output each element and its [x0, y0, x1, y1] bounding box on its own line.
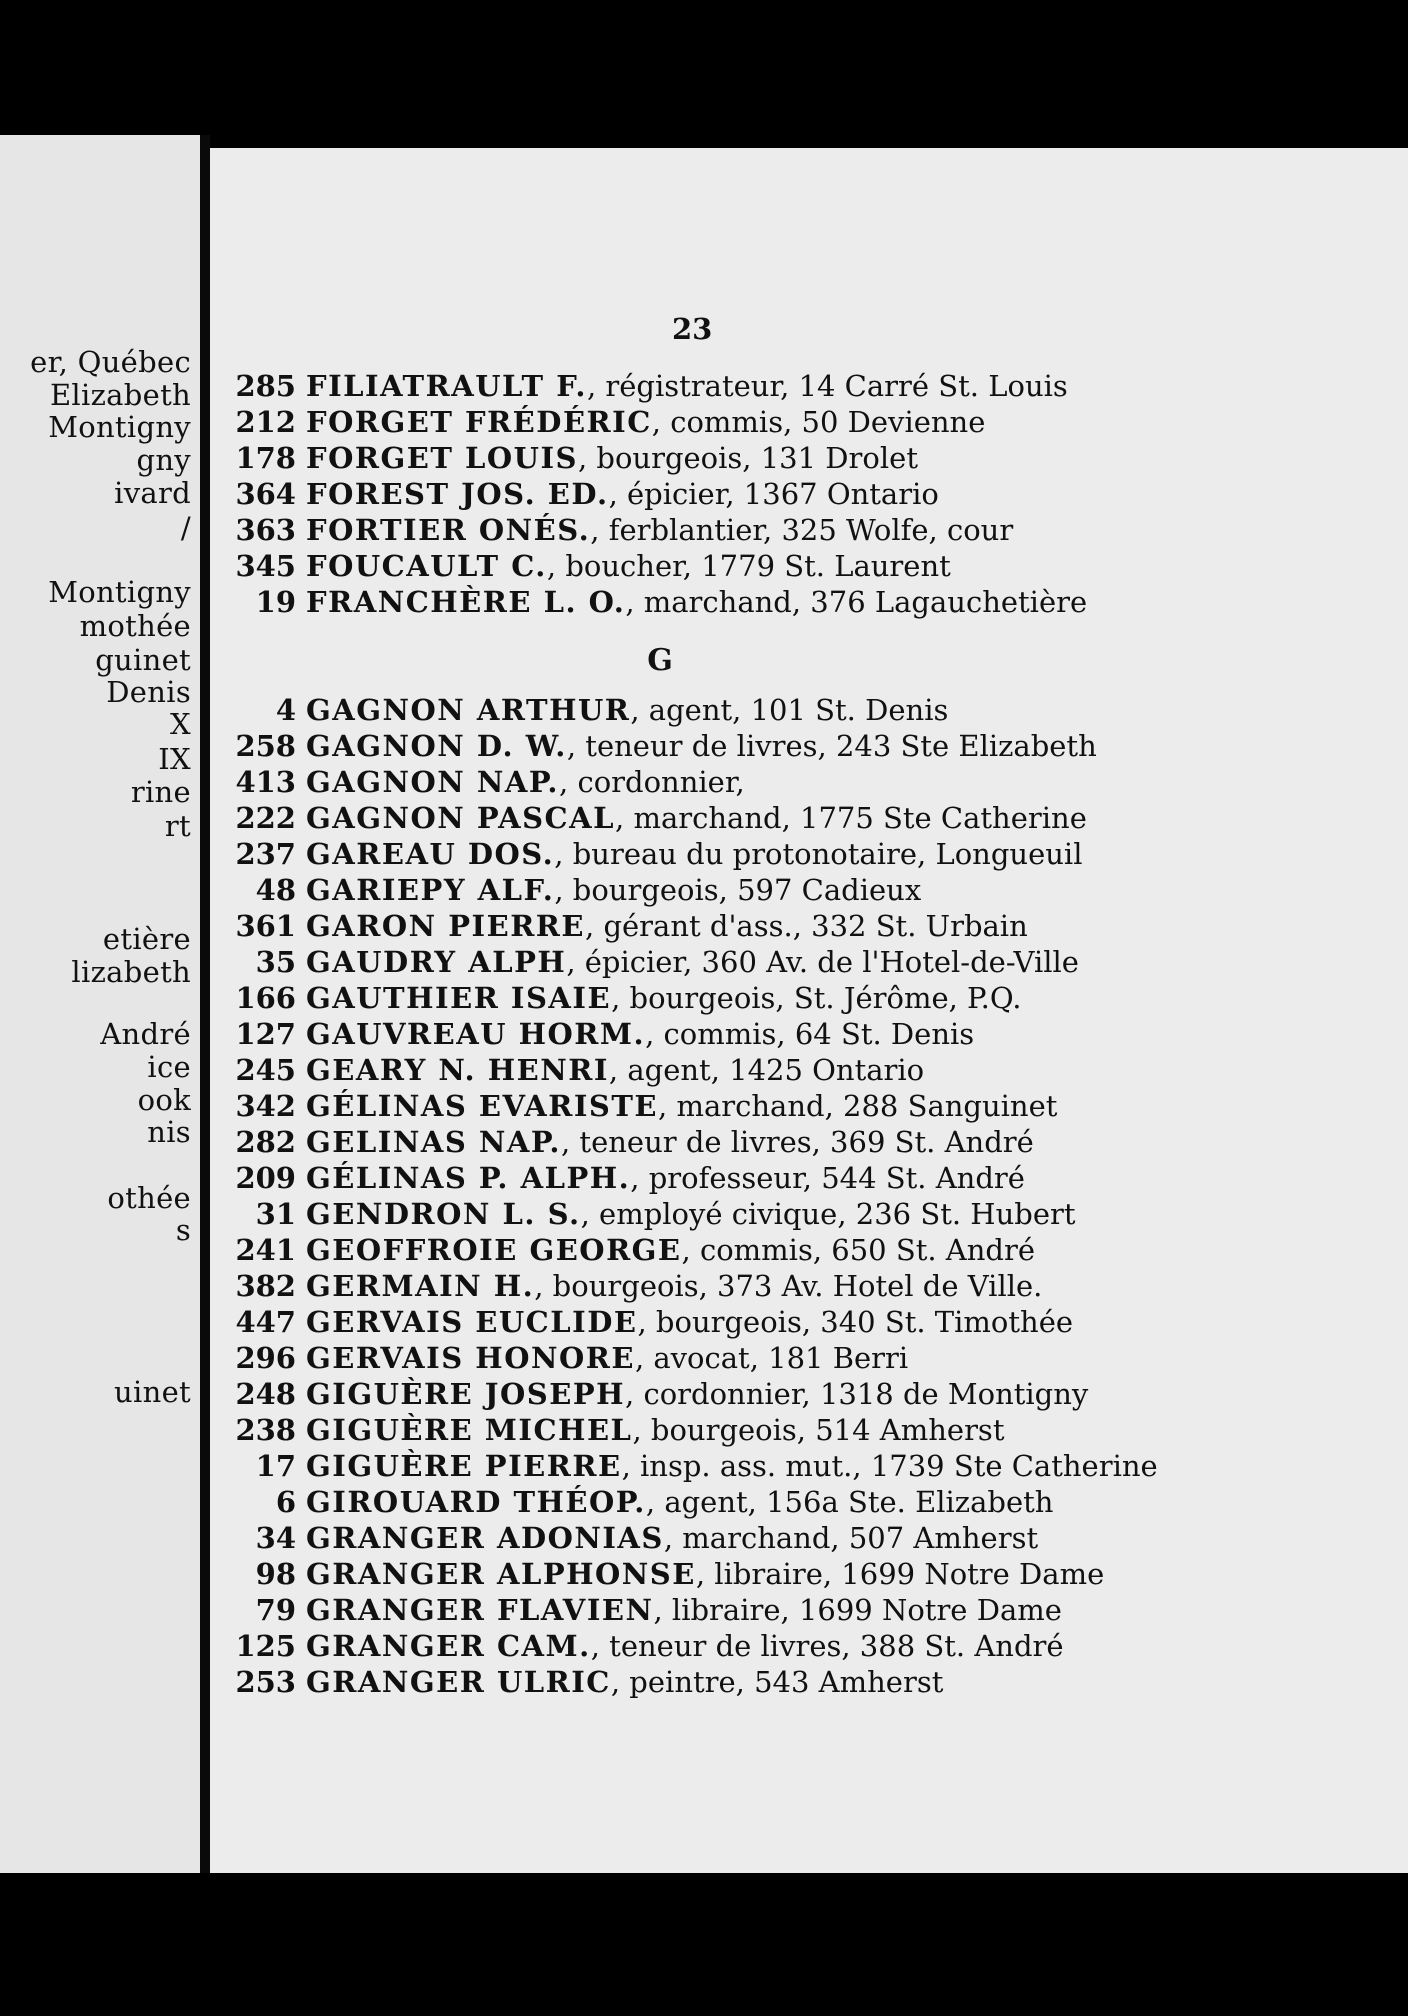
entry-name: GAUDRY ALPH	[306, 945, 567, 979]
entry-number: 241	[235, 1233, 296, 1267]
directory-entry	[210, 1484, 1408, 1520]
entry-text	[306, 1268, 1042, 1304]
left-page-fragment-line: etière	[102, 922, 191, 956]
entry-details: , professeur, 544 St. André	[630, 1161, 1025, 1195]
entry-name: GAUTHIER ISAIE	[306, 981, 612, 1015]
entry-details: , bourgeois, 373 Av. Hotel de Ville.	[534, 1269, 1043, 1303]
directory-entry	[210, 476, 1408, 512]
entry-name: GAGNON PASCAL	[306, 801, 616, 835]
entry-number: 209	[235, 1161, 296, 1195]
entry-name: GAUVREAU HORM.	[306, 1017, 646, 1051]
entry-details: , commis, 650 St. André	[681, 1233, 1036, 1267]
left-page-fragment-line: rt	[164, 809, 191, 843]
entry-text	[306, 368, 1068, 404]
left-page-fragment-line: X	[170, 707, 191, 741]
left-page-fragment-line: /	[180, 511, 191, 545]
entry-number: 6	[275, 1485, 296, 1519]
section-heading	[210, 620, 1408, 692]
directory-entry	[210, 1628, 1408, 1664]
directory-entry	[210, 1268, 1408, 1304]
entry-text	[306, 872, 921, 908]
entry-details: , teneur de livres, 243 Ste Elizabeth	[566, 729, 1097, 763]
entry-text	[306, 764, 745, 800]
entry-name: GAGNON D. W.	[306, 729, 567, 763]
directory-entry	[210, 692, 1408, 728]
entry-text	[306, 944, 1079, 980]
left-page-fragment-line: Denis	[106, 675, 191, 709]
left-page-fragment-line: ivard	[114, 476, 191, 510]
entry-details: , avocat, 181 Berri	[634, 1341, 909, 1375]
entry-details: , agent, 1425 Ontario	[608, 1053, 925, 1087]
left-page-fragment-line: ice	[147, 1050, 191, 1084]
entry-text	[306, 836, 1082, 872]
left-page-fragment-line: guinet	[95, 643, 191, 677]
left-page-fragment-line: Montigny	[48, 410, 191, 444]
entry-name: GRANGER ADONIAS	[306, 1521, 664, 1555]
entry-number: 238	[235, 1413, 296, 1447]
entry-details: , bureau du protonotaire, Longueuil	[554, 837, 1083, 871]
directory-entry	[210, 1124, 1408, 1160]
entry-text	[306, 1448, 1158, 1484]
directory-entry	[210, 1232, 1408, 1268]
entry-number: 166	[235, 981, 296, 1015]
entry-name: GRANGER ULRIC	[306, 1665, 611, 1699]
entry-name: GRANGER FLAVIEN	[306, 1593, 654, 1627]
entry-details: , épicier, 360 Av. de l'Hotel-de-Ville	[566, 945, 1079, 979]
entry-details: , agent, 156a Ste. Elizabeth	[645, 1485, 1054, 1519]
left-page-fragment-line: othée	[107, 1181, 191, 1215]
entry-name: FOREST JOS. ED.	[306, 477, 609, 511]
directory-entry	[210, 1340, 1408, 1376]
entry-details: , gérant d'ass., 332 St. Urbain	[585, 909, 1028, 943]
entry-details: , cordonnier, 1318 de Montigny	[625, 1377, 1089, 1411]
entry-details: , marchand, 376 Lagauchetière	[625, 585, 1088, 619]
directory-entry	[210, 728, 1408, 764]
entry-text	[306, 404, 985, 440]
entry-number: 212	[235, 405, 296, 439]
entry-text	[306, 1664, 943, 1700]
directory-entry	[210, 944, 1408, 980]
entry-number: 258	[235, 729, 296, 763]
entry-name: FORGET LOUIS	[306, 441, 578, 475]
entry-text	[306, 476, 939, 512]
left-page-fragment	[0, 135, 205, 1873]
directory-entry	[210, 1412, 1408, 1448]
entry-details: , bourgeois, 340 St. Timothée	[637, 1305, 1074, 1339]
entry-text	[306, 728, 1097, 764]
entry-details: , peintre, 543 Amherst	[610, 1665, 944, 1699]
entry-text	[306, 800, 1087, 836]
directory-entry	[210, 800, 1408, 836]
entry-details: , ferblantier, 325 Wolfe, cour	[590, 513, 1014, 547]
entry-name: GÉLINAS P. ALPH.	[306, 1161, 631, 1195]
entry-number: 361	[235, 909, 296, 943]
entry-name: GAREAU DOS.	[306, 837, 555, 871]
entry-text	[306, 908, 1028, 944]
entry-text	[306, 1376, 1088, 1412]
left-page-fragment-line: Montigny	[48, 575, 191, 609]
left-page-fragment-line: nis	[147, 1115, 191, 1149]
directory-entry	[210, 764, 1408, 800]
entry-details: , teneur de livres, 388 St. André	[590, 1629, 1064, 1663]
directory-entry	[210, 980, 1408, 1016]
entry-number: 19	[255, 585, 296, 619]
entry-text	[306, 440, 918, 476]
entry-details: , marchand, 288 Sanguinet	[658, 1089, 1058, 1123]
entry-number: 364	[235, 477, 296, 511]
entry-text	[306, 1088, 1057, 1124]
right-page	[210, 148, 1408, 1873]
left-page-fragment-line: rine	[130, 775, 191, 809]
entry-name: GAGNON ARTHUR	[306, 693, 631, 727]
directory-entry	[210, 368, 1408, 404]
entry-number: 125	[235, 1629, 296, 1663]
entry-number: 296	[235, 1341, 296, 1375]
directory-entry	[210, 1304, 1408, 1340]
entry-text	[306, 1556, 1104, 1592]
entry-name: FILIATRAULT F.	[306, 369, 587, 403]
entry-number: 245	[235, 1053, 296, 1087]
entry-details: , employé civique, 236 St. Hubert	[580, 1197, 1076, 1231]
entry-text	[306, 1628, 1064, 1664]
entry-details: , commis, 64 St. Denis	[645, 1017, 975, 1051]
directory-entry	[210, 1556, 1408, 1592]
directory-entry	[210, 1376, 1408, 1412]
entry-details: , marchand, 1775 Ste Catherine	[615, 801, 1087, 835]
entry-number: 79	[255, 1593, 296, 1627]
directory-entry	[210, 548, 1408, 584]
entry-number: 4	[275, 693, 296, 727]
entry-name: FORGET FRÉDÉRIC	[306, 405, 652, 439]
entry-details: , libraire, 1699 Notre Dame	[653, 1593, 1062, 1627]
entry-text	[306, 1340, 908, 1376]
left-page-fragment-line: ook	[137, 1083, 191, 1117]
section-letter: G	[647, 643, 673, 678]
directory-entry	[210, 1664, 1408, 1700]
entry-name: GEOFFROIE GEORGE	[306, 1233, 682, 1267]
page-gutter	[200, 135, 210, 1873]
directory-entry	[210, 1520, 1408, 1556]
entry-name: GARIEPY ALF.	[306, 873, 555, 907]
directory-entry	[210, 836, 1408, 872]
entry-number: 222	[235, 801, 296, 835]
entry-text	[306, 1016, 974, 1052]
entry-details: , boucher, 1779 St. Laurent	[546, 549, 951, 583]
directory-entry	[210, 1088, 1408, 1124]
entry-details: , commis, 50 Devienne	[651, 405, 986, 439]
entry-details: , marchand, 507 Amherst	[663, 1521, 1039, 1555]
left-page-fragment-line: er, Québec	[30, 345, 191, 379]
directory-entry	[210, 440, 1408, 476]
entry-number: 382	[235, 1269, 296, 1303]
entry-text	[306, 1484, 1053, 1520]
directory-entry	[210, 584, 1408, 620]
entry-details: , libraire, 1699 Notre Dame	[695, 1557, 1105, 1591]
entry-name: GIROUARD THÉOP.	[306, 1485, 646, 1519]
entry-number: 127	[235, 1017, 296, 1051]
directory-entry	[210, 404, 1408, 440]
entry-number: 363	[235, 513, 296, 547]
entry-number: 237	[235, 837, 296, 871]
entry-details: , épicier, 1367 Ontario	[608, 477, 939, 511]
entry-name: GIGUÈRE MICHEL	[306, 1413, 633, 1447]
directory-entry	[210, 1160, 1408, 1196]
left-page-fragment-line: s	[175, 1213, 191, 1247]
entry-number: 35	[255, 945, 296, 979]
left-page-fragment-line: lizabeth	[71, 955, 191, 989]
entry-name: GERVAIS EUCLIDE	[306, 1305, 638, 1339]
entry-text	[306, 1232, 1035, 1268]
entry-details: , cordonnier,	[559, 765, 745, 799]
entry-name: GELINAS NAP.	[306, 1125, 561, 1159]
entry-name: GARON PIERRE	[306, 909, 586, 943]
left-page-fragment-line: uinet	[114, 1375, 191, 1409]
entry-name: GERVAIS HONORE	[306, 1341, 635, 1375]
entry-number: 342	[235, 1089, 296, 1123]
entry-name: GEARY N. HENRI	[306, 1053, 609, 1087]
directory-entry	[210, 908, 1408, 944]
entry-number: 98	[255, 1557, 296, 1591]
entry-text	[306, 584, 1087, 620]
entry-name: GENDRON L. S.	[306, 1197, 581, 1231]
left-page-fragment-line: Elizabeth	[49, 378, 191, 412]
entry-text	[306, 548, 951, 584]
directory-entry	[210, 1196, 1408, 1232]
entry-text	[306, 980, 1021, 1016]
entry-number: 34	[255, 1521, 296, 1555]
entry-name: GRANGER ALPHONSE	[306, 1557, 696, 1591]
left-page-fragment-line: gny	[136, 443, 191, 477]
entry-name: GÉLINAS EVARISTE	[306, 1089, 659, 1123]
entry-name: GIGUÈRE PIERRE	[306, 1449, 622, 1483]
entry-name: FORTIER ONÉS.	[306, 513, 591, 547]
left-page-fragment-line: IX	[158, 742, 191, 776]
entry-name: FOUCAULT C.	[306, 549, 547, 583]
directory-entry	[210, 1592, 1408, 1628]
entry-details: , bourgeois, 597 Cadieux	[554, 873, 922, 907]
entry-name: FRANCHÈRE L. O.	[306, 585, 626, 619]
entry-details: , teneur de livres, 369 St. André	[560, 1125, 1034, 1159]
entry-number: 345	[235, 549, 296, 583]
directory-entry	[210, 1016, 1408, 1052]
entry-text	[306, 1304, 1073, 1340]
entry-number: 447	[235, 1305, 296, 1339]
entry-details: , régistrateur, 14 Carré St. Louis	[586, 369, 1068, 403]
page-number: 23	[672, 312, 713, 346]
directory-entry	[210, 872, 1408, 908]
entry-details: , bourgeois, St. Jérôme, P.Q.	[611, 981, 1022, 1015]
directory-entry	[210, 512, 1408, 548]
entry-number: 413	[235, 765, 296, 799]
entry-details: , agent, 101 St. Denis	[630, 693, 949, 727]
entry-text	[306, 1412, 1004, 1448]
entry-text	[306, 1592, 1062, 1628]
entry-text	[306, 692, 948, 728]
directory-entry	[210, 1052, 1408, 1088]
entry-text	[306, 1160, 1025, 1196]
entry-number: 31	[255, 1197, 296, 1231]
entry-number: 48	[255, 873, 296, 907]
entry-number: 282	[235, 1125, 296, 1159]
left-page-fragment-line: André	[100, 1017, 191, 1051]
directory-entry	[210, 1448, 1408, 1484]
entry-name: GRANGER CAM.	[306, 1629, 591, 1663]
entry-details: , bourgeois, 131 Drolet	[577, 441, 918, 475]
entry-name: GERMAIN H.	[306, 1269, 535, 1303]
entry-number: 17	[255, 1449, 296, 1483]
entry-number: 285	[235, 369, 296, 403]
entry-details: , insp. ass. mut., 1739 Ste Catherine	[621, 1449, 1158, 1483]
entry-text	[306, 1124, 1034, 1160]
entry-text	[306, 1520, 1038, 1556]
entry-number: 253	[235, 1665, 296, 1699]
left-page-fragment-line: mothée	[79, 609, 191, 643]
entry-text	[306, 1052, 924, 1088]
directory-list	[210, 368, 1408, 1700]
entry-text	[306, 512, 1013, 548]
entry-number: 248	[235, 1377, 296, 1411]
entry-number: 178	[235, 441, 296, 475]
entry-name: GAGNON NAP.	[306, 765, 560, 799]
entry-text	[306, 1196, 1076, 1232]
entry-details: , bourgeois, 514 Amherst	[632, 1413, 1005, 1447]
entry-name: GIGUÈRE JOSEPH	[306, 1377, 626, 1411]
